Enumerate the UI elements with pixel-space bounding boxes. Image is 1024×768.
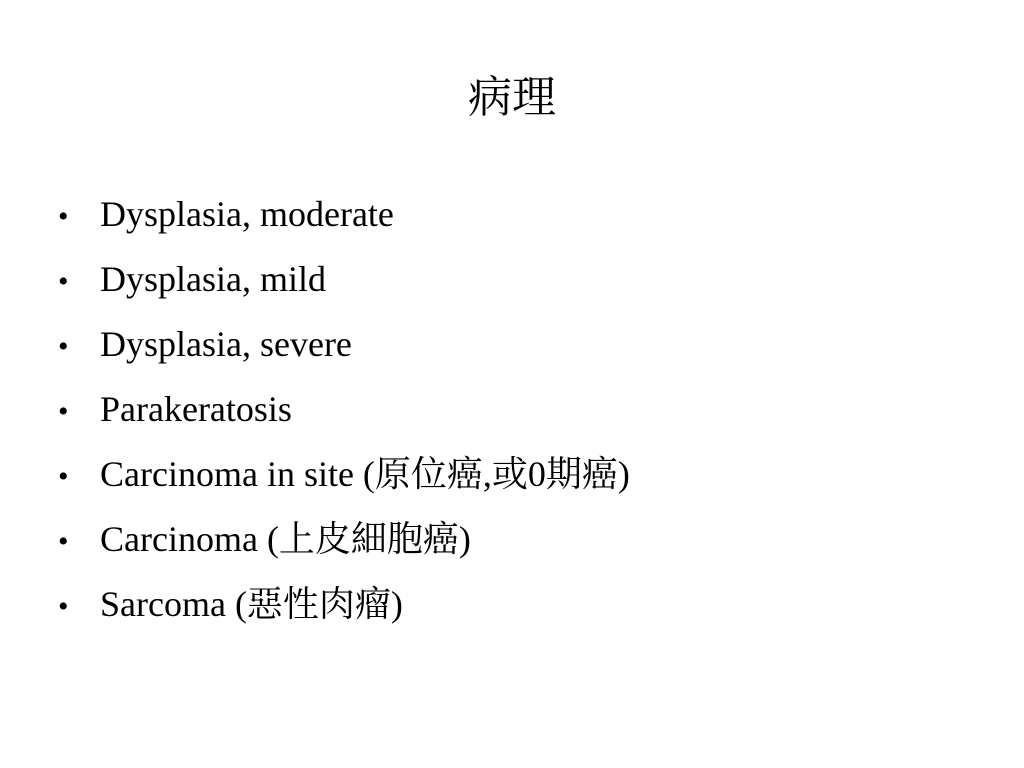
- list-item-text: Parakeratosis: [100, 389, 292, 429]
- bullet-icon: •: [58, 330, 69, 363]
- list-item-text: Dysplasia, severe: [100, 324, 352, 364]
- list-item: [58, 578, 958, 643]
- list-item-text: Carcinoma in site (原位癌,或0期癌): [100, 454, 630, 494]
- list-item-text: Carcinoma (上皮細胞癌): [100, 519, 471, 559]
- list-item: [58, 253, 958, 318]
- list-item-text: Dysplasia, moderate: [100, 194, 394, 234]
- bullet-icon: •: [58, 265, 69, 298]
- list-item: [58, 448, 958, 513]
- bullet-icon: •: [58, 200, 69, 233]
- bullet-list: [58, 188, 958, 643]
- list-item: [58, 318, 958, 383]
- slide-title: 病理: [468, 73, 556, 122]
- bullet-icon: •: [58, 460, 69, 493]
- list-item: [58, 188, 958, 253]
- bullet-icon: •: [58, 395, 69, 428]
- list-item: [58, 513, 958, 578]
- bullet-icon: •: [58, 525, 69, 558]
- list-item: [58, 383, 958, 448]
- bullet-icon: •: [58, 590, 69, 623]
- list-item-text: Dysplasia, mild: [100, 259, 326, 299]
- list-item-text: Sarcoma (惡性肉瘤): [100, 584, 403, 624]
